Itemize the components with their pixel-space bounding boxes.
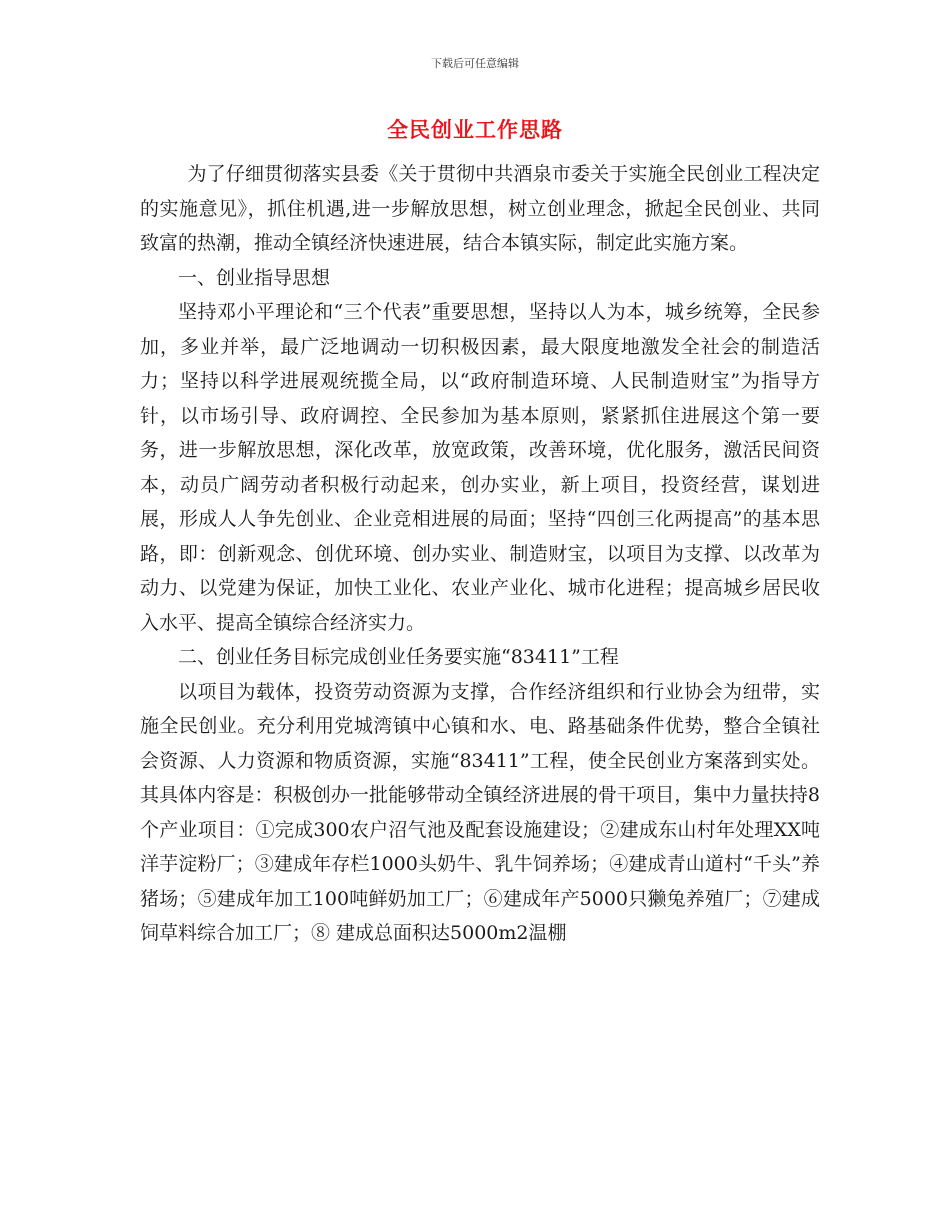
paragraph-guiding-thought: 坚持邓小平理论和“三个代表”重要思想，坚持以人为本，城乡统筹，全民参加，多业并举，最广泛地调动一切积极因素，最大限度地激发全社会的制造活力；坚持以科学进展观统揽全局，以“政府制造环境、人民制造财宝”为指导方针，以市场引导、政府调控、全民参加为基本原则，紧紧抓住进展这个第一要务，进一步解放思想，深化改革，放宽政策，改善环境，优化服务，激活民间资本，动员广阔劳动者积极行动起来，创办实业，新上项目，投资经营，谋划进展，形成人人争先创业、企业竞相进展的局面；坚持“四创三化两提高”的基本思路，即：创新观念、创优环境、创办实业、制造财宝，以项目为支撑、以改革为动力、以党建为保证，加快工业化、农业产业化、城市化进程；提高城乡居民收入水平、提高全镇综合经济实力。: [140, 301, 820, 634]
header-note: 下载后可任意编辑: [431, 57, 519, 70]
paragraph-intro: 为了仔细贯彻落实县委《关于贯彻中共酒泉市委关于实施全民创业工程决定的实施意见》，抓住机遇,进一步解放思想，树立创业理念，掀起全民创业、共同致富的热潮，推动全镇经济快速进展，结合本镇实际，制定此实施方案。: [140, 163, 820, 254]
section-heading-task-goals: 二、创业任务目标完成创业任务要实施“83411”工程: [178, 646, 619, 668]
document-title: 全民创业工作思路: [387, 118, 563, 142]
section-heading-guiding-thought: 一、创业指导思想: [178, 266, 331, 289]
paragraph-task-goals: 以项目为载体，投资劳动资源为支撑，合作经济组织和行业协会为纽带，实施全民创业。充分利用党城湾镇中心镇和水、电、路基础条件优势，整合全镇社会资源、人力资源和物质资源，实施“83411”工程，使全民创业方案落到实处。其具体内容是：积极创办一批能够带动全镇经济进展的骨干项目，集中力量扶持8个产业项目：①完成300农户沼气池及配套设施建设；②建成东山村年处理XX吨洋芋淀粉厂；③建成年存栏1000头奶牛、乳牛饲养场；④建成青山道村“千头”养猪场；⑤建成年加工100吨鲜奶加工厂；⑥建成年产5000只獭兔养殖厂；⑦建成饲草料综合加工厂；⑧ 建成总面积达5000m2温棚: [140, 680, 820, 944]
document-body: [140, 157, 820, 951]
